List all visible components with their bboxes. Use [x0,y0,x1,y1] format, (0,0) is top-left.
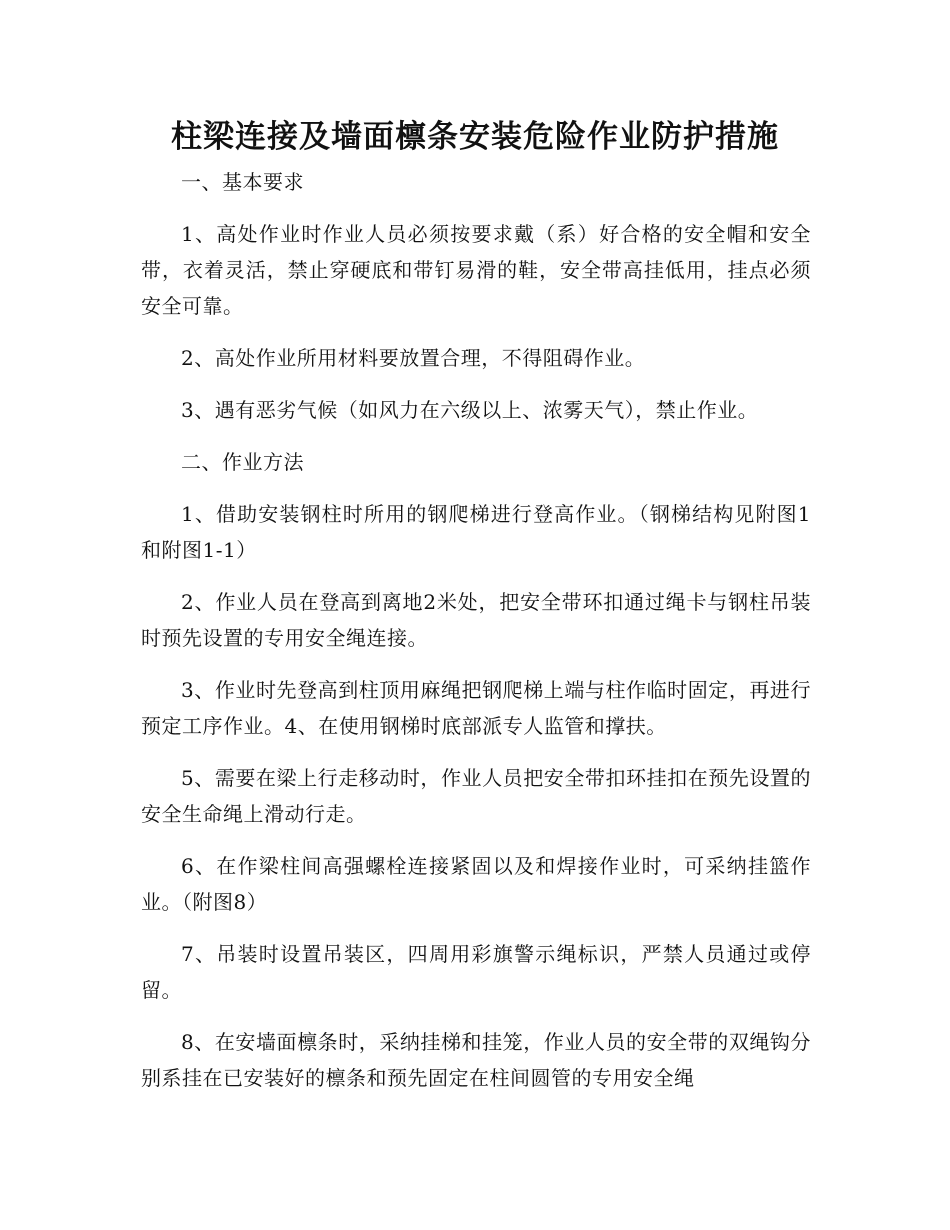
section-basic-requirements [141,164,811,428]
document-title: 柱梁连接及墙面檩条安装危险作业防护措施 [171,119,779,155]
paragraph: 2、作业人员在登高到离地2米处，把安全带环扣通过绳卡与钢柱吊装时预先设置的专用安全绳连接。 [141,590,811,650]
paragraph: 1、高处作业时作业人员必须按要求戴（系）好合格的安全帽和安全带，衣着灵活，禁止穿硬底和带钉易滑的鞋，安全带高挂低用，挂点必须安全可靠。 [141,222,811,318]
section-work-methods [141,444,811,1096]
document-body [141,164,811,1112]
paragraph: 7、吊装时设置吊装区，四周用彩旗警示绳标识，严禁人员通过或停留。 [141,942,811,1002]
paragraph: 8、在安墙面檩条时，采纳挂梯和挂笼，作业人员的安全带的双绳钩分别系挂在已安装好的檩条和预先固定在柱间圆管的专用安全绳 [141,1030,811,1090]
paragraph: 3、作业时先登高到柱顶用麻绳把钢爬梯上端与柱作临时固定，再进行预定工序作业。4、在使用钢梯时底部派专人监管和撑扶。 [141,678,811,738]
paragraph: 2、高处作业所用材料要放置合理，不得阻碍作业。 [181,346,646,370]
section-heading: 二、作业方法 [181,450,304,474]
paragraph: 3、遇有恶劣气候（如风力在六级以上、浓雾天气），禁止作业。 [181,398,759,422]
paragraph: 6、在作梁柱间高强螺栓连接紧固以及和焊接作业时，可采纳挂篮作业。（附图8） [141,854,811,914]
paragraph: 1、借助安装钢柱时所用的钢爬梯进行登高作业。（钢梯结构见附图1和附图1-1） [141,502,811,562]
paragraph: 5、需要在梁上行走移动时，作业人员把安全带扣环挂扣在预先设置的安全生命绳上滑动行走。 [141,766,811,826]
section-heading: 一、基本要求 [181,170,304,194]
